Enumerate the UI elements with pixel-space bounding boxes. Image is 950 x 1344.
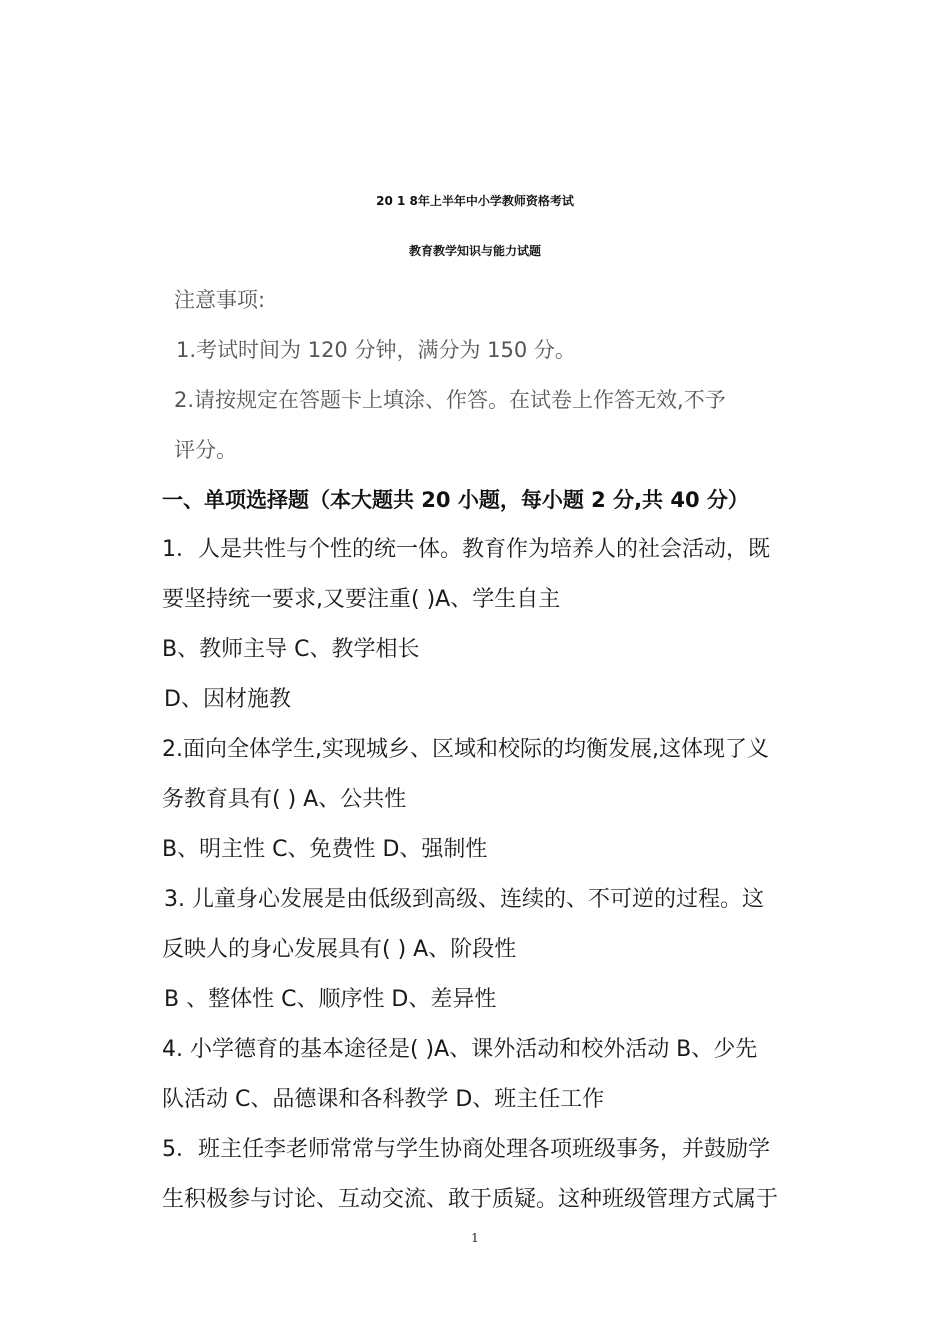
notice-item-2-continued: 评分。 <box>174 438 237 462</box>
question-line: 1．人是共性与个性的统一体。教育作为培养人的社会活动，既 <box>162 537 770 562</box>
exam-subtitle: 教育教学知识与能力试题 <box>408 244 541 258</box>
notice-item-1: 1.考试时间为 120 分钟，满分为 150 分。 <box>176 338 576 362</box>
page-number: 1 <box>471 1231 479 1245</box>
question-line: 生积极参与讨论、互动交流、敢于质疑。这种班级管理方式属于 <box>162 1187 779 1212</box>
question-line: B、明主性 C、免费性 D、强制性 <box>162 837 488 862</box>
question-line: 队活动 C、品德课和各科教学 D、班主任工作 <box>162 1087 605 1112</box>
question-line: 务教育具有( ) A、公共性 <box>162 787 407 812</box>
question-line: B 、整体性 C、顺序性 D、差异性 <box>164 987 497 1012</box>
question-line: D、因材施教 <box>164 687 291 712</box>
question-line: 4. 小学德育的基本途径是( )A、课外活动和校外活动 B、少先 <box>162 1037 758 1062</box>
question-line: 要坚持统一要求,又要注重( )A、学生自主 <box>162 587 561 612</box>
notice-item-2: 2.请按规定在答题卡上填涂、作答。在试卷上作答无效,不予 <box>174 388 726 412</box>
question-line: B、教师主导 C、教学相长 <box>162 637 420 662</box>
question-line: 5．班主任李老师常常与学生协商处理各项班级事务，并鼓励学 <box>162 1137 770 1162</box>
exam-title: 20 1 8年上半年中小学教师资格考试 <box>376 194 574 208</box>
section-heading: 一、单项选择题（本大题共 20 小题，每小题 2 分,共 40 分） <box>162 488 749 512</box>
notice-heading: 注意事项: <box>174 288 266 312</box>
question-line: 3. 儿童身心发展是由低级到高级、连续的、不可逆的过程。这 <box>164 887 764 912</box>
question-line: 反映人的身心发展具有( ) A、阶段性 <box>162 937 517 962</box>
question-line: 2.面向全体学生,实现城乡、区域和校际的均衡发展,这体现了义 <box>162 737 769 762</box>
